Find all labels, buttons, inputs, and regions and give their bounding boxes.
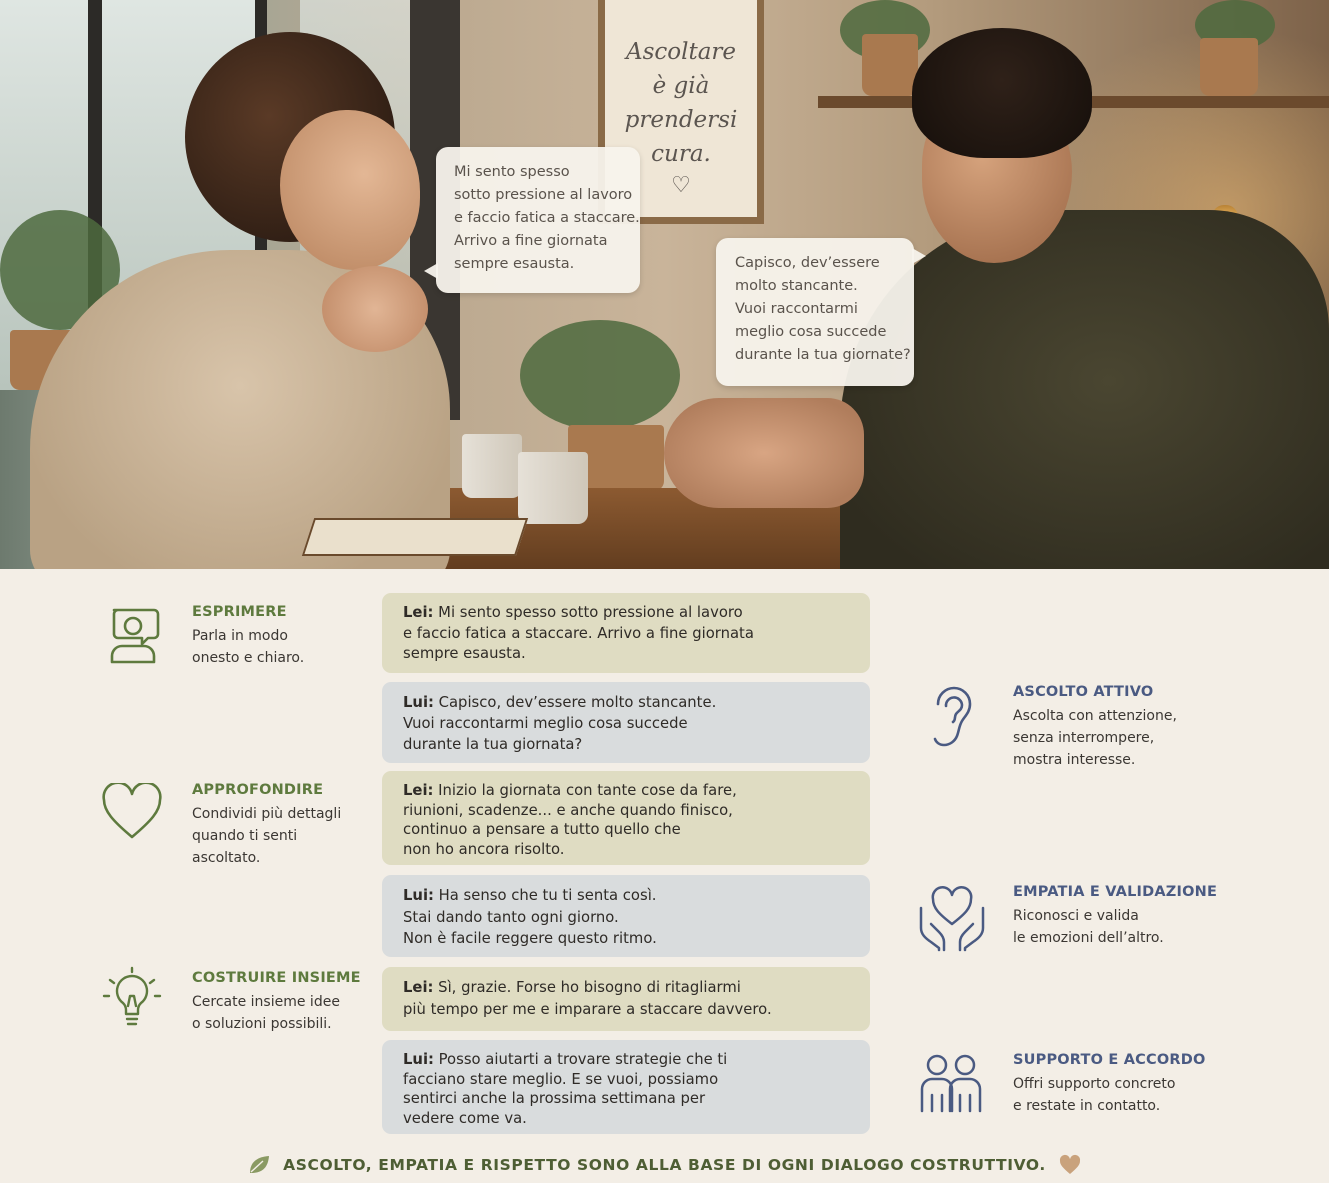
speech-bubble-lui bbox=[716, 238, 914, 386]
speaker-label: Lei: bbox=[403, 979, 434, 996]
bubble-line: molto stancante. bbox=[735, 278, 858, 294]
mug bbox=[518, 452, 588, 524]
speaker-label: Lei: bbox=[403, 782, 434, 799]
tip-title: APPROFONDIRE bbox=[192, 782, 324, 798]
heart-hands-icon bbox=[917, 884, 987, 952]
dialogue-line: Posso aiutarti a trovare strategie che ti bbox=[433, 1051, 728, 1068]
dialogue-lei bbox=[382, 967, 870, 1031]
bubble-line: sempre esausta. bbox=[454, 256, 575, 272]
bubble-line: Mi sento spesso bbox=[454, 164, 570, 180]
dialogue-line: non ho ancora risolto. bbox=[403, 840, 565, 858]
heart-icon: ♡ bbox=[671, 172, 691, 198]
dialogue-line: Ha senso che tu ti senta così. bbox=[433, 887, 657, 904]
two-people-icon bbox=[918, 1053, 984, 1115]
dialogue-lei bbox=[382, 593, 870, 673]
tip-line: quando ti senti bbox=[192, 828, 298, 844]
dialogue-lui bbox=[382, 1040, 870, 1134]
dialogue-line: Mi sento spesso sotto pressione al lavoro bbox=[433, 604, 743, 621]
footer bbox=[0, 1152, 1329, 1178]
tip-line: onesto e chiaro. bbox=[192, 650, 305, 666]
mug bbox=[462, 434, 522, 498]
man-hair bbox=[912, 28, 1092, 158]
ear-icon bbox=[928, 682, 976, 750]
tip-line: mostra interesse. bbox=[1013, 752, 1136, 768]
tip-line: Parla in modo bbox=[192, 628, 288, 644]
bubble-line: e faccio fatica a staccare. bbox=[454, 210, 640, 226]
footer-text: ASCOLTO, EMPATIA E RISPETTO SONO ALLA BASE DI OGNI DIALOGO COSTRUTTIVO. bbox=[283, 1156, 1046, 1174]
tip-supporto-accordo bbox=[1013, 1052, 1206, 1117]
bubble-line: Arrivo a fine giornata bbox=[454, 233, 608, 249]
lightbulb-icon bbox=[102, 966, 162, 1030]
tip-line: Riconosci e valida bbox=[1013, 908, 1139, 924]
poster-text: Ascoltare è già prendersi cura. bbox=[624, 38, 738, 167]
conversation-photo bbox=[0, 0, 1329, 569]
dialogue-line: sempre esausta. bbox=[403, 645, 526, 662]
leaf-icon bbox=[247, 1154, 271, 1176]
tip-line: Ascolta con attenzione, bbox=[1013, 708, 1177, 724]
tip-title: COSTRUIRE INSIEME bbox=[192, 970, 361, 986]
dialogue-line: Non è facile reggere questo ritmo. bbox=[403, 930, 657, 947]
tip-esprimere bbox=[192, 604, 304, 669]
speech-bubble-lei bbox=[436, 147, 640, 293]
man-hands bbox=[664, 398, 864, 508]
bubble-line: sotto pressione al lavoro bbox=[454, 187, 633, 203]
tip-title: ASCOLTO ATTIVO bbox=[1013, 684, 1154, 700]
table-plant bbox=[520, 320, 680, 430]
plant-pot bbox=[862, 34, 918, 96]
speaker-person-icon bbox=[106, 604, 162, 666]
tip-line: le emozioni dell’altro. bbox=[1013, 930, 1164, 946]
tip-empatia-validazione bbox=[1013, 884, 1217, 949]
tip-title: EMPATIA E VALIDAZIONE bbox=[1013, 884, 1218, 900]
tip-line: e restate in contatto. bbox=[1013, 1098, 1161, 1114]
tip-line: senza interrompere, bbox=[1013, 730, 1155, 746]
dialogue-lui bbox=[382, 682, 870, 763]
dialogue-line: facciano stare meglio. E se vuoi, possiamo bbox=[403, 1070, 719, 1088]
dialogue-line: Capisco, dev’essere molto stancante. bbox=[433, 694, 717, 711]
woman-hands bbox=[322, 266, 428, 352]
heart-icon bbox=[101, 783, 163, 841]
dialogue-line: durante la tua giornata? bbox=[403, 736, 583, 753]
tip-line: o soluzioni possibili. bbox=[192, 1016, 332, 1032]
tip-line: Condividi più dettagli bbox=[192, 806, 342, 822]
tip-approfondire bbox=[192, 782, 341, 869]
tip-title: ESPRIMERE bbox=[192, 604, 287, 620]
tip-line: ascoltato. bbox=[192, 850, 261, 866]
heart-icon bbox=[1058, 1154, 1082, 1176]
tip-ascolto-attivo bbox=[1013, 684, 1177, 771]
tip-line: Offri supporto concreto bbox=[1013, 1076, 1176, 1092]
tip-line: Cercate insieme idee bbox=[192, 994, 340, 1010]
dialogue-line: Inizio la giornata con tante cose da fare, bbox=[433, 782, 737, 799]
dialogue-line: vedere come va. bbox=[403, 1109, 527, 1127]
dialogue-line: riunioni, scadenze... e anche quando finisco, bbox=[403, 801, 733, 819]
dialogue-line: Vuoi raccontarmi meglio cosa succede bbox=[403, 715, 688, 732]
speaker-label: Lui: bbox=[403, 694, 434, 711]
dialogue-line: e faccio fatica a staccare. Arrivo a fine giornata bbox=[403, 624, 754, 642]
bubble-line: durante la tua giornate? bbox=[735, 347, 911, 363]
bubble-line: Capisco, dev’essere bbox=[735, 255, 880, 271]
plant-pot bbox=[1200, 38, 1258, 96]
dialogue-line: Sì, grazie. Forse ho bisogno di ritagliarmi bbox=[433, 979, 741, 996]
speaker-label: Lui: bbox=[403, 887, 434, 904]
dialogue-lei bbox=[382, 771, 870, 865]
dialogue-line: più tempo per me e imparare a staccare davvero. bbox=[403, 1000, 772, 1018]
tip-title: SUPPORTO E ACCORDO bbox=[1013, 1052, 1206, 1068]
bubble-line: Vuoi raccontarmi bbox=[735, 301, 858, 317]
dialogue-lui bbox=[382, 875, 870, 957]
speaker-label: Lei: bbox=[403, 604, 434, 621]
dialogue-line: continuo a pensare a tutto quello che bbox=[403, 821, 681, 838]
tip-costruire-insieme bbox=[192, 970, 361, 1035]
notebook bbox=[302, 518, 528, 556]
dialogue-line: sentirci anche la prossima settimana per bbox=[403, 1090, 706, 1107]
speaker-label: Lui: bbox=[403, 1051, 434, 1068]
bubble-line: meglio cosa succede bbox=[735, 324, 887, 340]
dialogue-line: Stai dando tanto ogni giorno. bbox=[403, 908, 619, 926]
